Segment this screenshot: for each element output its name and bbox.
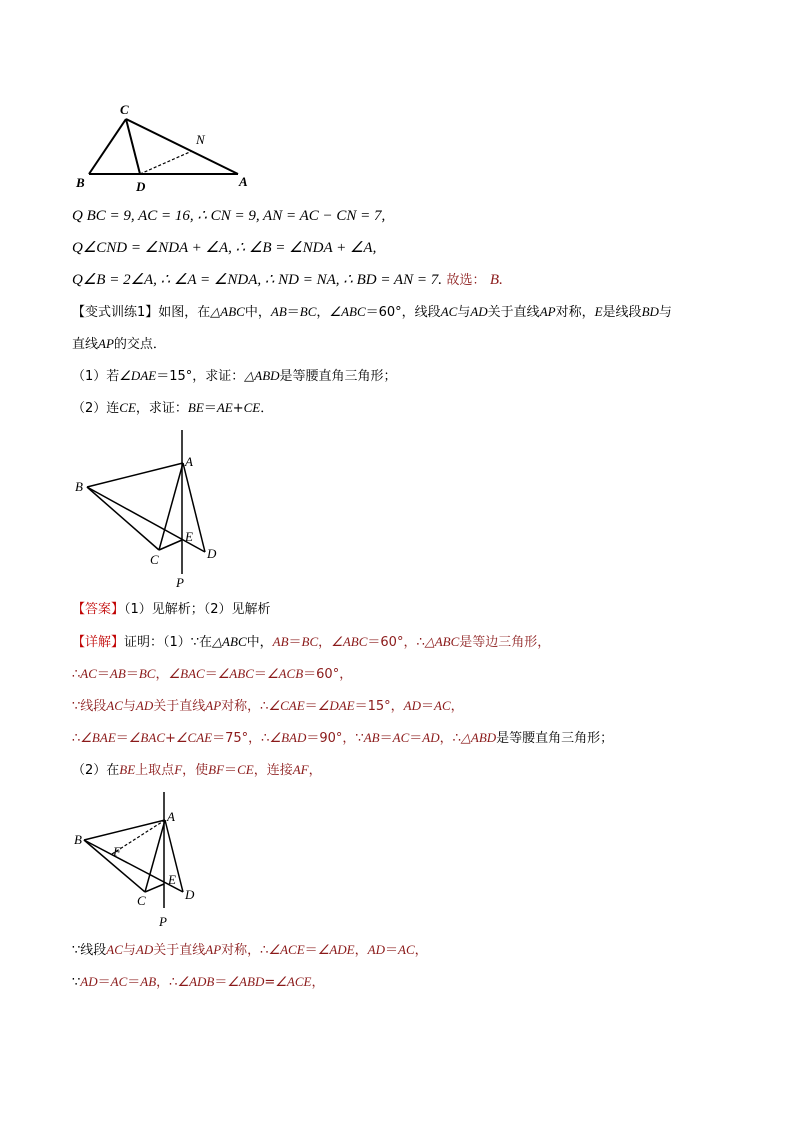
- text: AD: [367, 942, 385, 957]
- text: ，连接: [253, 763, 293, 778]
- figure-triangle-bcda: [72, 100, 272, 192]
- text: AB: [140, 974, 157, 989]
- text: ，: [316, 305, 330, 320]
- text: ∠BAC: [168, 666, 205, 681]
- choice-answer: B.: [489, 272, 503, 288]
- text: ，: [318, 635, 332, 650]
- label-p: P: [159, 914, 167, 929]
- text: ，: [414, 943, 428, 958]
- detail-line-3: [72, 698, 464, 715]
- text: =: [264, 975, 276, 990]
- text: ＝: [286, 305, 300, 320]
- text: ＝: [253, 667, 267, 682]
- text: ∵: [72, 975, 81, 990]
- text: ，: [354, 943, 368, 958]
- label-c: C: [137, 893, 146, 908]
- text: 与: [122, 943, 136, 958]
- text: ＝: [421, 699, 435, 714]
- text: F: [174, 762, 183, 777]
- text: AD: [470, 304, 488, 319]
- text: ∠BAD: [269, 730, 307, 745]
- text: AB: [272, 634, 289, 649]
- detail-line-1: [72, 634, 550, 651]
- text: ，: [308, 763, 322, 778]
- text: ∠ADE: [317, 942, 355, 957]
- text: ，求证：: [135, 401, 188, 416]
- text: ，∴: [439, 731, 461, 746]
- detail-tag: 【详解】: [72, 635, 125, 650]
- problem-line-1: [72, 304, 672, 321]
- text: CE: [237, 762, 254, 777]
- text: ∠ABC: [217, 666, 254, 681]
- text: AC: [434, 698, 451, 713]
- text: （2）在: [72, 763, 120, 778]
- text: ＝: [384, 943, 398, 958]
- text: 中，: [244, 305, 271, 320]
- label-d: D: [207, 546, 217, 561]
- text: AP: [205, 942, 222, 957]
- text: △ABC: [210, 304, 245, 319]
- text: ．: [260, 401, 274, 416]
- choice-label: 故选：: [446, 273, 486, 288]
- text: ＝60°，: [303, 667, 353, 682]
- text: AD: [135, 698, 154, 713]
- text: ∵线段: [72, 699, 107, 714]
- label-c: C: [150, 552, 159, 567]
- text: BD: [641, 304, 659, 319]
- text: （1）若: [72, 369, 120, 384]
- solution-line-3-math: Q∠B = 2∠A, ∴ ∠A = ∠NDA, ∴ ND = NA, ∴ BD = AN = 7.: [72, 272, 442, 288]
- text: 是线段: [602, 305, 642, 320]
- text: AP: [98, 336, 114, 351]
- text: ∠BAE: [80, 730, 116, 745]
- text: ，: [450, 699, 464, 714]
- text: ＝90°，∵: [306, 731, 364, 746]
- label-p: P: [176, 575, 184, 590]
- segment-ce: [159, 540, 182, 550]
- text: ∠ABD: [227, 974, 265, 989]
- text: ，: [155, 667, 169, 682]
- text: ＝60°，∴: [367, 635, 425, 650]
- text: BE: [119, 762, 136, 777]
- label-f: F: [113, 844, 121, 859]
- text: AD: [135, 942, 154, 957]
- text: 上取点: [135, 763, 175, 778]
- text: CE: [119, 400, 136, 415]
- solution-line-3: [72, 272, 503, 289]
- text: BC: [301, 634, 319, 649]
- text: ∠ADB: [177, 974, 215, 989]
- label-n: N: [196, 132, 205, 147]
- label-a: A: [239, 174, 248, 189]
- text: ∠ACE: [275, 974, 312, 989]
- text: AB: [363, 730, 380, 745]
- figure-2-symmetry: [72, 428, 232, 593]
- label-c: C: [120, 102, 129, 117]
- text: AC: [106, 698, 123, 713]
- text: ＝15°，: [354, 699, 404, 714]
- text: AF: [292, 762, 309, 777]
- detail-line-6: [72, 942, 428, 959]
- text: ∵线段: [72, 943, 107, 958]
- label-d: D: [136, 179, 146, 194]
- text: BC: [138, 666, 156, 681]
- text: BF: [208, 762, 225, 777]
- text: ＝: [304, 943, 318, 958]
- problem-line-2: [72, 336, 166, 353]
- segment-ba: [87, 463, 183, 487]
- text: 对称，∴: [221, 699, 269, 714]
- text: △ABC: [212, 634, 247, 649]
- label-b: B: [74, 832, 82, 847]
- text: ∠DAE: [317, 698, 355, 713]
- text: 如图，在: [158, 305, 211, 320]
- text: ＝: [204, 667, 218, 682]
- answer-line: [72, 602, 271, 618]
- text: 对称，∴: [221, 943, 269, 958]
- text: △ABC: [424, 634, 460, 649]
- text: AC: [398, 942, 415, 957]
- text: ＝: [224, 763, 238, 778]
- segment-dn-dashed: [140, 151, 192, 174]
- label-a: A: [185, 454, 193, 469]
- text: AE: [216, 400, 233, 415]
- text: 的交点．: [113, 337, 166, 352]
- segment-ac: [159, 463, 183, 550]
- figure-3-construction: [72, 790, 212, 930]
- text: ＝: [203, 401, 217, 416]
- text: ∠CAE: [175, 730, 213, 745]
- text: ＝75°，∴: [212, 731, 270, 746]
- text: 对称，: [555, 305, 595, 320]
- text: ＝: [379, 731, 393, 746]
- text: E: [594, 304, 603, 319]
- text: 是等边三角形，: [459, 635, 551, 650]
- text: ，∴: [156, 975, 178, 990]
- text: ＝: [96, 667, 110, 682]
- text: ∠BAC: [128, 730, 165, 745]
- segment-ba: [84, 820, 165, 840]
- text: CE: [243, 400, 261, 415]
- text: ，使: [182, 763, 209, 778]
- text: AB: [270, 304, 287, 319]
- text: ＝60°，线段: [365, 305, 441, 320]
- text: AD: [403, 698, 422, 713]
- text: ∠CAE: [268, 698, 305, 713]
- text: AC: [80, 666, 97, 681]
- text: AC: [106, 942, 123, 957]
- solution-line-1: Q BC = 9, AC = 16, ∴ CN = 9, AN = AC − CN = 7,: [72, 208, 386, 224]
- text: 关于直线: [487, 305, 540, 320]
- label-a: A: [167, 809, 175, 824]
- text: （2）连: [72, 401, 120, 416]
- text: △ABD: [460, 730, 497, 745]
- question-2: [72, 400, 273, 417]
- text: 是等腰直角三角形；: [279, 369, 397, 384]
- segment-bc: [87, 487, 159, 550]
- text: 与: [457, 305, 471, 320]
- solution-line-2: Q∠CND = ∠NDA + ∠A, ∴ ∠B = ∠NDA + ∠A,: [72, 240, 377, 256]
- text: 证明：（1）∵在: [124, 635, 213, 650]
- text: AP: [539, 304, 556, 319]
- text: 是等腰直角三角形；: [496, 731, 614, 746]
- segment-ca: [126, 119, 238, 174]
- text: ＝: [125, 667, 139, 682]
- question-1: [72, 368, 397, 385]
- text: ＝: [214, 975, 228, 990]
- text: AC: [392, 730, 410, 745]
- text: ∠ACB: [266, 666, 304, 681]
- label-e: E: [185, 529, 193, 544]
- label-e: E: [168, 872, 176, 887]
- text: 中，: [246, 635, 273, 650]
- segment-bc: [89, 119, 126, 174]
- answer-tag: 【答案】: [72, 602, 125, 617]
- text: ＝: [304, 699, 318, 714]
- text: 关于直线: [153, 699, 206, 714]
- text: AC: [440, 304, 458, 319]
- text: ＝15°，求证：: [156, 369, 245, 384]
- problem-tag: 【变式训练1】: [72, 305, 159, 320]
- text: BC: [299, 304, 317, 319]
- text: 关于直线: [153, 943, 206, 958]
- text: AP: [205, 698, 222, 713]
- text: ∠DAE: [119, 368, 157, 383]
- text: ∠ACE: [268, 942, 305, 957]
- text: △ABD: [244, 368, 280, 383]
- text: +: [232, 401, 244, 416]
- text: ∴: [72, 731, 81, 746]
- text: 直线: [72, 337, 99, 352]
- text: ＝: [97, 975, 111, 990]
- text: ＝: [127, 975, 141, 990]
- text: ＝: [288, 635, 302, 650]
- text: ＝: [409, 731, 423, 746]
- answer-text: （1）见解析；（2）见解析: [124, 602, 271, 617]
- text: AD: [80, 974, 98, 989]
- text: 与: [658, 305, 672, 320]
- detail-line-4: [72, 730, 613, 747]
- text: ∠ABC: [329, 304, 366, 319]
- text: +: [165, 731, 176, 746]
- text: ，: [311, 975, 325, 990]
- text: ＝: [115, 731, 129, 746]
- detail-line-5: [72, 762, 322, 779]
- label-d: D: [185, 887, 195, 902]
- text: AB: [109, 666, 126, 681]
- label-b: B: [75, 479, 83, 494]
- detail-line-2: [72, 666, 352, 683]
- text: ∠ABC: [331, 634, 368, 649]
- text: AD: [422, 730, 440, 745]
- label-b: B: [76, 175, 85, 190]
- segment-cd: [126, 119, 140, 174]
- text: 与: [122, 699, 136, 714]
- detail-line-7: [72, 974, 324, 991]
- text: BE: [187, 400, 204, 415]
- text: AC: [110, 974, 128, 989]
- segment-ce: [145, 884, 164, 892]
- text: ∴: [72, 667, 81, 682]
